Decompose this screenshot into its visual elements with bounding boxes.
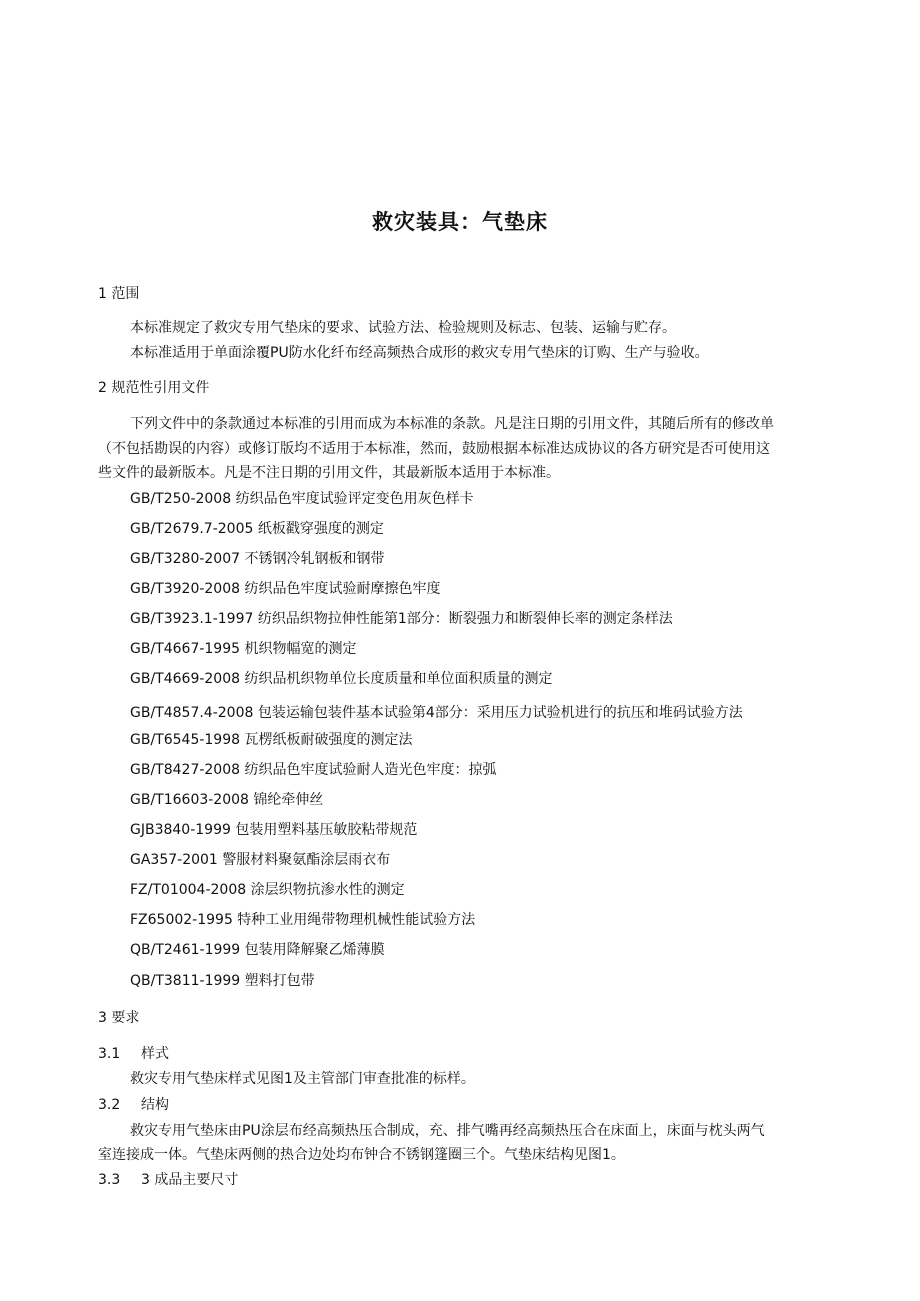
reference-item: GB/T3280-2007 不锈钢冷轧钢板和钢带 xyxy=(130,551,385,567)
section-2-heading: 2 规范性引用文件 xyxy=(98,380,210,396)
subsection-3-2-number: 3.2 xyxy=(98,1097,121,1113)
section-3-heading: 3 要求 xyxy=(98,1010,140,1026)
section-2-intro-line-3: 些文件的最新版本。凡是不注日期的引用文件，其最新版本适用于本标准。 xyxy=(98,465,560,481)
reference-item: GA357-2001 警服材料聚氨酯涂层雨衣布 xyxy=(130,852,391,868)
reference-item: GB/T3923.1-1997 纺织品织物拉伸性能第1部分：断裂强力和断裂伸长率的测定条样法 xyxy=(130,611,673,627)
reference-item: GB/T4857.4-2008 包装运输包装件基本试验第4部分：采用压力试验机进行的抗压和堆码试验方法 xyxy=(130,705,743,721)
reference-item: GB/T4667-1995 机织物幅宽的测定 xyxy=(130,641,357,657)
reference-item: FZ65002-1995 特种工业用绳带物理机械性能试验方法 xyxy=(130,912,476,928)
section-2-intro-line-1: 下列文件中的条款通过本标准的引用而成为本标准的条款。凡是注日期的引用文件，其随后所有的修改单 xyxy=(130,416,774,432)
subsection-3-3-number: 3.3 xyxy=(98,1172,121,1188)
section-1-paragraph-1: 本标准规定了救灾专用气垫床的要求、试验方法、检验规则及标志、包装、运输与贮存。 xyxy=(130,320,676,336)
subsection-3-1-text: 救灾专用气垫床样式见图1及主管部门审查批准的标样。 xyxy=(130,1071,475,1087)
reference-item: QB/T3811-1999 塑料打包带 xyxy=(130,973,315,989)
document-title: 救灾装具：气垫床 xyxy=(372,210,548,234)
section-1-heading: 1 范围 xyxy=(98,286,140,302)
subsection-3-2-line-2: 室连接成一体。气垫床两侧的热合边处均布钟合不锈钢篷圈三个。气垫床结构见图1。 xyxy=(98,1147,625,1163)
reference-item: GB/T250-2008 纺织品色牢度试验评定变色用灰色样卡 xyxy=(130,491,474,507)
section-2-intro-line-2: （不包括勘误的内容）或修订版均不适用于本标准，然而，鼓励根据本标准达成协议的各方研究是否可使用这 xyxy=(98,441,770,457)
reference-item: GB/T8427-2008 纺织品色牢度试验耐人造光色牢度：掠弧 xyxy=(130,762,497,778)
reference-item: GB/T4669-2008 纺织品机织物单位长度质量和单位面积质量的测定 xyxy=(130,671,553,687)
reference-item: GB/T16603-2008 锦纶牵伸丝 xyxy=(130,792,324,808)
section-1-paragraph-2: 本标准适用于单面涂覆PU防水化纤布经高频热合成形的救灾专用气垫床的订购、生产与验收。 xyxy=(130,345,709,361)
subsection-3-1-number: 3.1 xyxy=(98,1046,121,1062)
reference-item: GB/T2679.7-2005 纸板戳穿强度的测定 xyxy=(130,521,384,537)
reference-item: FZ/T01004-2008 涂层织物抗渗水性的测定 xyxy=(130,882,405,898)
subsection-3-2-title: 结构 xyxy=(141,1097,169,1113)
reference-item: QB/T2461-1999 包装用降解聚乙烯薄膜 xyxy=(130,942,385,958)
reference-item: GB/T6545-1998 瓦楞纸板耐破强度的测定法 xyxy=(130,732,413,748)
subsection-3-3-title: 3 成品主要尺寸 xyxy=(141,1172,239,1188)
subsection-3-2-line-1: 救灾专用气垫床由PU涂层布经高频热压合制成，充、排气嘴再经高频热压合在床面上，床面与枕头两气 xyxy=(130,1123,765,1139)
subsection-3-1-title: 样式 xyxy=(141,1046,169,1062)
reference-item: GB/T3920-2008 纺织品色牢度试验耐摩擦色牢度 xyxy=(130,581,441,597)
reference-item: GJB3840-1999 包装用塑料基压敏胶粘带规范 xyxy=(130,822,418,838)
